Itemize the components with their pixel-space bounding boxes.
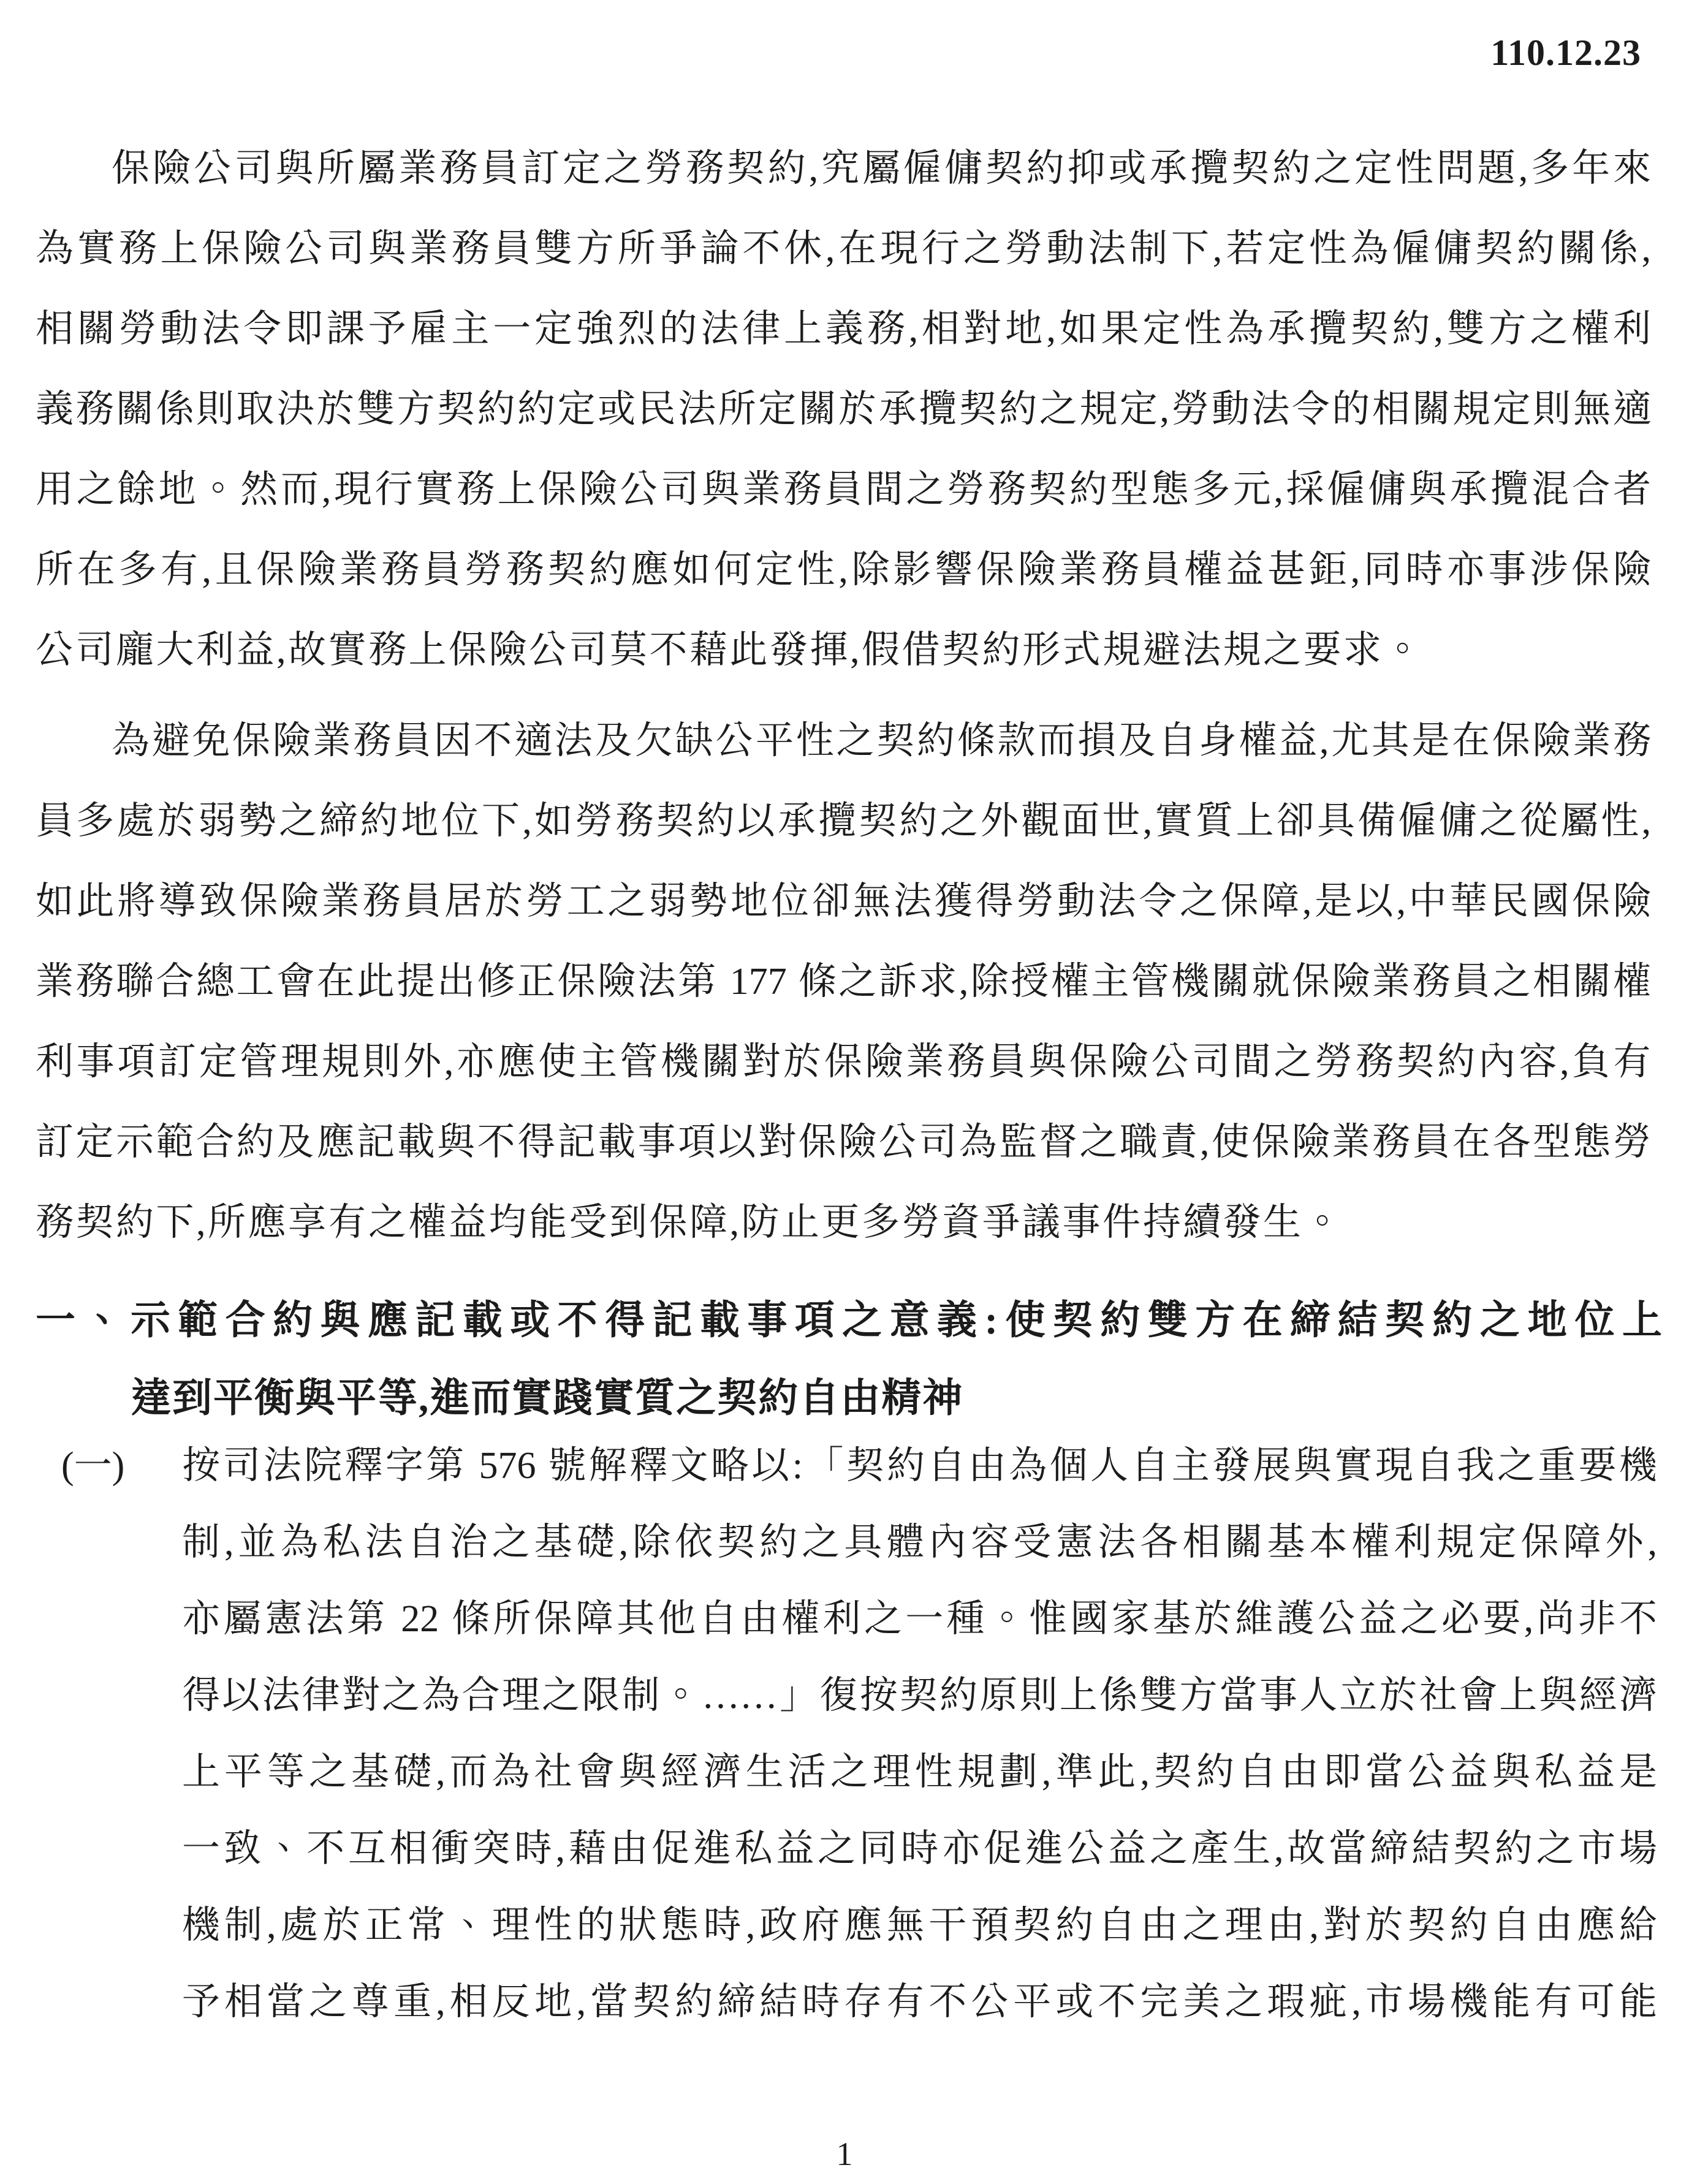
paragraph-line: 為實務上保險公司與業務員雙方所爭論不休,在現行之勞動法制下,若定性為僱傭契約關係, <box>36 228 1651 270</box>
document-date: 110.12.23 <box>1490 32 1641 73</box>
page-number: 1 <box>836 2136 853 2172</box>
paragraph-line: 業務聯合總工會在此提出修正保險法第 177 條之訴求,除授權主管機關就保險業務員之相關權 <box>36 961 1651 1003</box>
section-heading-line: 一、示範合約與應記載或不得記載事項之意義:使契約雙方在締結契約之地位上 <box>36 1299 1662 1343</box>
paragraph-line: 亦屬憲法第 22 條所保障其他自由權利之一種。惟國家基於維護公益之必要,尚非不 <box>182 1598 1657 1640</box>
paragraph-line: 予相當之尊重,相反地,當契約締結時存有不公平或不完美之瑕疵,市場機能有可能 <box>182 1981 1657 2023</box>
section-heading <box>36 1282 1662 1438</box>
paragraph-line: 一致、不互相衝突時,藉由促進私益之同時亦促進公益之產生,故當締結契約之市場 <box>182 1828 1657 1870</box>
paragraph-line: 保險公司與所屬業務員訂定之勞務契約,究屬僱傭契約抑或承攬契約之定性問題,多年來 <box>112 148 1651 189</box>
paragraph-line: 機制,處於正常、理性的狀態時,政府應無干預契約自由之理由,對於契約自由應給 <box>182 1905 1657 1946</box>
paragraph-1 <box>36 129 1651 691</box>
list-item-marker: (一) <box>61 1445 125 1487</box>
paragraph-line: 得以法律對之為合理之限制。……」復按契約原則上係雙方當事人立於社會上與經濟 <box>182 1675 1657 1716</box>
section-item-1 <box>36 1428 1657 2041</box>
paragraph-line: 用之餘地。然而,現行實務上保險公司與業務員間之勞務契約型態多元,採僱傭與承攬混合者 <box>36 469 1651 510</box>
paragraph-line: 義務關係則取決於雙方契約約定或民法所定關於承攬契約之規定,勞動法令的相關規定則無適 <box>36 389 1651 430</box>
paragraph-line: 公司龐大利益,故實務上保險公司莫不藉此發揮,假借契約形式規避法規之要求。 <box>36 629 1424 671</box>
paragraph-line: 按司法院釋字第 576 號解釋文略以:「契約自由為個人自主發展與實現自我之重要機 <box>182 1445 1657 1487</box>
paragraph-line: 上平等之基礎,而為社會與經濟生活之理性規劃,準此,契約自由即當公益與私益是 <box>182 1751 1657 1793</box>
paragraph-line: 訂定示範合約及應記載與不得記載事項以對保險公司為監督之職責,使保險業務員在各型態勞 <box>36 1121 1651 1163</box>
paragraph-line: 為避免保險業務員因不適法及欠缺公平性之契約條款而損及自身權益,尤其是在保險業務 <box>112 720 1651 762</box>
list-item-body <box>182 1428 1657 2041</box>
paragraph-line: 相關勞動法令即課予雇主一定強烈的法律上義務,相對地,如果定性為承攬契約,雙方之權利 <box>36 308 1651 350</box>
paragraph-line: 利事項訂定管理規則外,亦應使主管機關對於保險業務員與保險公司間之勞務契約內容,負有 <box>36 1041 1651 1083</box>
section-heading-line: 達到平衡與平等,進而實踐實質之契約自由精神 <box>131 1376 964 1420</box>
paragraph-line: 務契約下,所應享有之權益均能受到保障,防止更多勞資爭議事件持續發生。 <box>36 1202 1344 1243</box>
paragraph-line: 如此將導致保險業務員居於勞工之弱勢地位卻無法獲得勞動法令之保障,是以,中華民國保險 <box>36 881 1651 922</box>
paragraph-line: 所在多有,且保險業務員勞務契約應如何定性,除影響保險業務員權益甚鉅,同時亦事涉保險 <box>36 549 1651 591</box>
paragraph-line: 員多處於弱勢之締約地位下,如勞務契約以承攬契約之外觀面世,實質上卻具備僱傭之從屬性, <box>36 800 1651 842</box>
paragraph-2 <box>36 701 1651 1263</box>
paragraph-line: 制,並為私法自治之基礎,除依契約之具體內容受憲法各相關基本權利規定保障外, <box>182 1522 1657 1563</box>
